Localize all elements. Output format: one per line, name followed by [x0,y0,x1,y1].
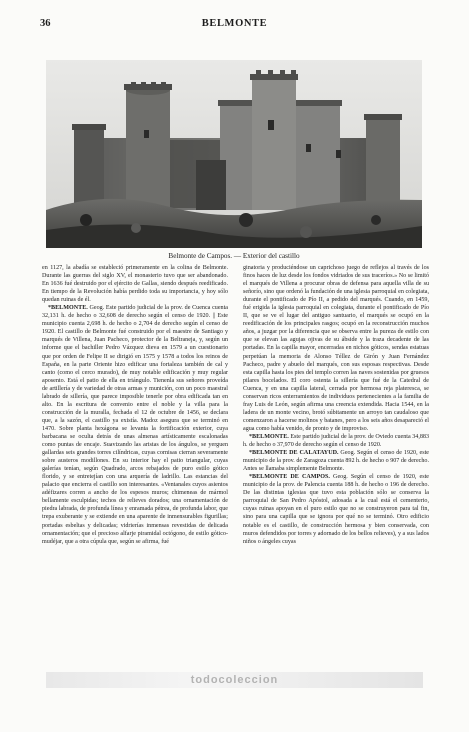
dictionary-entry [243,433,429,449]
dictionary-entry [243,449,429,473]
page-number: 36 [40,18,51,29]
entry-text: en 1127, la abadía se estableció primeramente en la colina de Belmonte. Durante las guerras del siglo XV, el monasterio tuvo que ser abandonado. En 1636 fué destruido por el ejército de Gallas, siendo después reedificado. En tiempo de la Revolución había perdido toda su importancia, y hoy sólo quedan ruinas de él. [42,265,228,304]
entry-text: Geog. Según el censo de 1920, este municipio de la prov. de Zaragoza cuenta 892 h. de hecho o 907 de derecho. Antes se llamaba simplemente Belmonte. [243,450,429,473]
figure-caption: Belmonte de Campos. — Exterior del castillo [168,252,300,260]
entry-headword: *BELMONTE. [48,305,88,312]
dictionary-entry [243,473,429,545]
text-column-right [243,264,429,546]
entry-headword: *BELMONTE. [249,433,289,440]
entry-text: ginatoria y produciéndose un caprichoso juego de reflejos al través de los finos haces de luz desde los fondos vidriados de sus traceríos.» No se limitó el marqués de Villena a procurar obras de defensa para aquella villa de su señorío, sino que ordenó la fundación de una iglesia parroquial en colegiata, durante el pontificado de Pío II, a pedido del marqués. Cuando, en 1459, fué erigida la iglesia parroquial en colegiata, durante el pontificado de Pío II, que se ve el lugar del antiguo santuario, el marqués se ocupó en la reedificación de los principales rasgos; ocupó en la reconstrucción muchos años, a juzgar por la diferencia que se observa entre la pureza de estilo con que se elevan las agujas ojivas de su ábside y la traza decadente de las portadas. En la capilla mayor, encerradas en nichos góticos, sendas estatuas perpetúan la memoria de Alonso Téllez de Girón y Juan Fernández Pacheco, padre y abuelo del marqués, con sus esposas respectivas. Desde esta capilla hasta los pies del templo corren las naves sostenidas por gruesos pilares bocelados. El coro ostenta la sillería que fué de la Catedral de Cuenca, y en una capilla lateral, cerrada por hermosa reja plateresca, se conservan ricos enterramientos de individuos pertenecientes a la familia de fray Luis de León, según afirma una creencia extendida. Hacia 1544, en la ladera de un monte vecino, brotó súbitamente un arroyo tan caudaloso que comenzaron a hacerse molinos y batanes, pero a los seis años desapareció el agua como había venido, de pronto y de improviso. [243,265,429,432]
page-header [40,18,429,34]
paragraph [42,264,228,304]
paragraph [243,264,429,433]
watermark-band [46,672,423,688]
entry-text: Geog. Este partido judicial de la prov. de Cuenca cuenta 32,131 h. de hecho o 32,608 de derecho según el censo de 1920. || Este municipio cuenta 2,698 h. de hecho o 2,704 de derecho según el censo de 1920. El castillo de Belmonte fué construido por el maestre de Santiago y marqués de Villena, Juan Pacheco, protector de la Beltraneja, y, según un informe que el bachiller Pedro Vázquez dieva en 1579 a un cuestionario que por orden de Felipe II se dirigió en 1575 y 1578 a todos los reinos de España, en la parte Oriente hizo edificar una fortaleza también de cal y canto (como el cerco murado), de muy notable edificación y muy regular aposento. Está el patio de ella en triángulo. Tienenla sus señores proveída de artillería y de variedad de otras armas y munición, con un poco maestral labrado de sillería, que parece imposible tenerle por obra edificada tan en alto. En la escritura de convenio entre el noble y la villa para la construcción de la muralla, fechada el 12 de octubre de 1456, se declara que, a la sazón, el castillo ya existía. Madoz asegura que se terminó en 1470. Sobre planta hexágona se levanta la fortificación exterior, cuya barbacana se oculta detrás de unas almenas artísticamente escalonadas como puntas de encaje. Suavizando las aristas de los ángulos, se yerguen gallardas seis grandes torres cilíndricas, cuyas cornisas cierran severamente sobre austeros modillones. En su interior hay el patio triangular, cuyas galerías tenían, según Quadrado, arcos rebajados de puro estilo gótico florido, y se entretejían con una arquería de ladrillo. Las estancias del palacio que encierra el castillo son interesantes. «Ventanales cuyos asientos adéfizares corren a ancho de los espesos muros; chimeneas de mármol bellamente esculpidas; techos de relieves dorados; una ornamentación de piedra labrada, de profunda línea y enramada pétrea, de profunda labor, que trepa exuberante y se extiende en una aparente de inmensurables figurillas; portadas esbeltas y delicadas; vidrierías inmensas revestidas de delicada ornamentación; que el precioso alfarje piramidal octógono, de estilo gótico-mudéjar, que a otra cúpula que, según se afirma, fué [42,305,228,545]
entry-text: Este partido judicial de la prov. de Oviedo cuenta 34,883 h. de hecho o 37,970 de derecho según el censo de 1920. [243,433,429,449]
dictionary-entry [42,304,228,545]
watermark-text: todocoleccion [190,674,279,686]
castle-photograph [46,60,422,248]
text-column-left [42,264,228,546]
entry-headword: *BELMONTE DE CAMPOS. [249,474,330,481]
entry-headword: *BELMONTE DE CALATAYUD. [249,450,339,457]
entry-text: Geog. Según el censo de 1920, este municipio de la prov. de Palencia cuenta 188 h. de hecho o 196 de derecho. De las distintas iglesias que tuvo esta población sólo se conserva la parroquial de San Pedro Apóstol, adosada a la cual está el cementerio, cuyas ruinas apoyan en el puro estilo que no se construyeron para tal fin, sino para una capilla que se ignora por qué no se terminó. Otro edificio notable es el castillo, de construcción hermosa y bien conservada, con muros defendidos por torres y adornado de los bellos relieves), y a sus lados niños o ángeles cuyas [243,474,429,545]
running-head: BELMONTE [201,18,268,29]
